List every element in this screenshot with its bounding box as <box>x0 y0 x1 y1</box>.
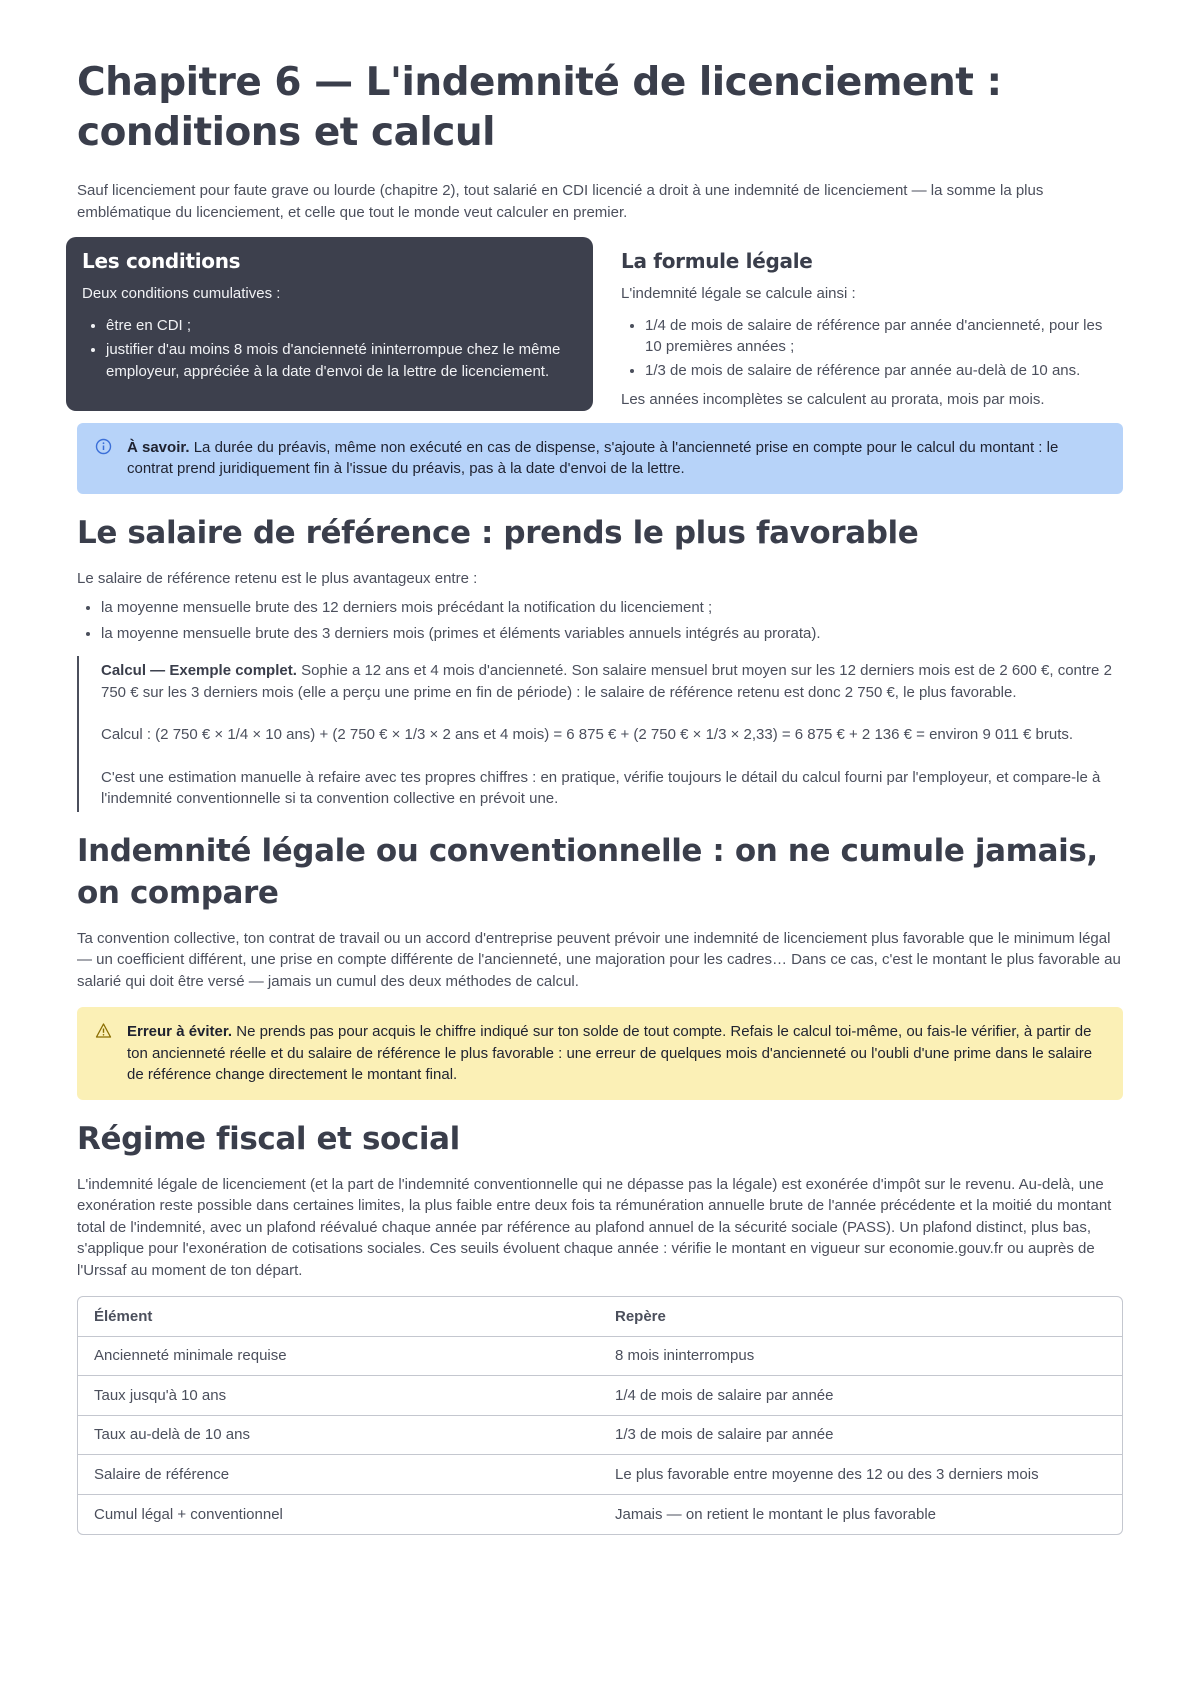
formula-heading: La formule légale <box>621 249 813 273</box>
page-title: Chapitre 6 — L'indemnité de licenciement : conditions et calcul <box>77 60 1002 155</box>
reference-section <box>77 512 1123 812</box>
conditions-lead: Deux conditions cumulatives : <box>82 285 281 302</box>
two-column-block <box>77 237 1123 411</box>
table-row <box>78 1455 1122 1495</box>
reference-list <box>77 597 1123 644</box>
example-quote <box>77 656 1123 812</box>
fiscal-paragraph: L'indemnité légale de licenciement (et la part de l'indemnité conventionnelle qui ne dépasse pas la légale) est exonérée d'impôt sur le revenu. Au-delà, une exonération reste possible dans certaines limites, la plus faible entre deux fois ta rémunération annuelle brute de l'année précédente et la moitié du montant total de l'indemnité, avec un plafond réévalué chaque année par référence au plafond annuel de la sécurité sociale (PASS). Un plafond distinct, plus bas, s'applique pour l'exonération de cotisations sociales. Ces seuils évoluent chaque année : vérifie le montant en vigueur sur economie.gouv.fr ou auprès de l'Urssaf au moment de ton départ. <box>77 1175 1112 1279</box>
table-cell: Taux jusqu'à 10 ans <box>78 1376 599 1416</box>
info-callout-text <box>127 437 1105 480</box>
summary-table <box>77 1296 1123 1535</box>
conditions-heading: Les conditions <box>82 249 241 273</box>
table-header-cell: Repère <box>599 1297 1122 1337</box>
conditions-card <box>66 237 593 411</box>
table-cell: 1/3 de mois de salaire par année <box>599 1416 1122 1456</box>
table-row <box>78 1416 1122 1456</box>
table-cell: Cumul légal + conventionnel <box>94 1505 283 1523</box>
info-icon <box>95 437 113 480</box>
list-item: • 1/4 de mois de salaire de référence par année d'ancienneté, pour les 10 premières années ; <box>645 315 1123 358</box>
warning-callout <box>77 1007 1123 1100</box>
example-label: Calcul — Exemple complet. <box>101 662 297 679</box>
formula-note: Les années incomplètes se calculent au prorata, mois par mois. <box>621 391 1045 408</box>
table-cell: 1/4 de mois de salaire par année <box>599 1376 1122 1416</box>
formula-lead: L'indemnité légale se calcule ainsi : <box>621 285 856 302</box>
list-item: • justifier d'au moins 8 mois d'ancienneté ininterrompue chez le même employeur, appréciée à la date d'envoi de la lettre de licenciement. <box>106 339 577 382</box>
table-row <box>78 1337 1122 1377</box>
formula-card <box>621 237 1123 411</box>
table-cell: Salaire de référence <box>78 1455 599 1495</box>
example-note: C'est une estimation manuelle à refaire avec tes propres chiffres : en pratique, vérifie toujours le détail du calcul fourni par l'employeur, et compare-le à l'indemnité conventionnelle si ta convention collective en prévoit une. <box>101 768 1101 807</box>
info-callout-label: À savoir. <box>127 438 190 456</box>
table-cell: 8 mois ininterrompus <box>599 1337 1122 1377</box>
table-cell: Le plus favorable entre moyenne des 12 ou des 3 derniers mois <box>599 1455 1122 1495</box>
table-row <box>78 1495 1122 1535</box>
compare-paragraph: Ta convention collective, ton contrat de travail ou un accord d'entreprise peuvent prévoir une indemnité de licenciement plus favorable que le minimum légal — un coefficient différent, une prise en compte différente de l'ancienneté, une majoration pour les cadres… Dans ce cas, c'est le montant le plus favorable au salarié qui doit être versé — jamais un cumul des deux méthodes de calcul. <box>77 929 1121 990</box>
list-item: • la moyenne mensuelle brute des 3 derniers mois (primes et éléments variables annuels intégrés au prorata). <box>101 623 1123 645</box>
warning-icon <box>95 1021 113 1086</box>
reference-heading: Le salaire de référence : prends le plus favorable <box>77 514 919 551</box>
example-calc: Calcul : (2 750 € × 1/4 × 10 ans) + (2 750 € × 1/3 × 2 ans et 4 mois) = 6 875 € + (2 750 € × 1/3 × 2,33) = 6 875 € + 2 136 € = environ 9 011 € bruts. <box>101 726 1074 743</box>
table-header-row <box>78 1297 1122 1337</box>
warning-callout-label: Erreur à éviter. <box>127 1023 233 1040</box>
table-row <box>78 1376 1122 1416</box>
document-page <box>77 58 1123 1535</box>
table-cell: Jamais — on retient le montant le plus favorable <box>615 1505 936 1523</box>
list-item: • 1/3 de mois de salaire de référence par année au-delà de 10 ans. <box>645 360 1123 382</box>
example-paragraph <box>101 660 1123 703</box>
list-item: • être en CDI ; <box>106 315 577 337</box>
table-header-cell: Élément <box>78 1297 599 1337</box>
table-cell: Taux au-delà de 10 ans <box>78 1416 599 1456</box>
reference-lead: Le salaire de référence retenu est le plus avantageux entre : <box>77 569 478 587</box>
conditions-list <box>82 315 577 383</box>
warning-callout-body: Ne prends pas pour acquis le chiffre indiqué sur ton solde de tout compte. Refais le calcul toi-même, ou fais-le vérifier, à partir de ton ancienneté réelle et du salaire de référence le plus favorable : une erreur de quelques mois d'ancienneté ou l'oubli d'une prime dans le salaire de référence change directement le montant final. <box>127 1023 1093 1083</box>
info-callout <box>77 423 1123 494</box>
list-item: • la moyenne mensuelle brute des 12 derniers mois précédant la notification du licenciement ; <box>101 597 1123 619</box>
intro-paragraph: Sauf licenciement pour faute grave ou lourde (chapitre 2), tout salarié en CDI licencié a droit à une indemnité de licenciement — la somme la plus emblématique du licenciement, et celle que tout le monde veut calculer en premier. <box>77 182 1044 221</box>
table-cell: Ancienneté minimale requise <box>78 1337 599 1377</box>
warning-callout-text <box>127 1021 1105 1086</box>
info-callout-body: La durée du préavis, même non exécuté en cas de dispense, s'ajoute à l'ancienneté prise en compte pour le calcul du montant : le contrat prend juridiquement fin à l'issue du préavis, pas à la date d'envoi de la lettre. <box>127 438 1059 477</box>
compare-heading: Indemnité légale ou conventionnelle : on ne cumule jamais, on compare <box>77 832 1098 911</box>
fiscal-section <box>77 1118 1123 1282</box>
formula-list <box>621 315 1123 382</box>
example-body: Sophie a 12 ans et 4 mois d'ancienneté. Son salaire mensuel brut moyen sur les 12 derniers mois est de 2 600 €, contre 2 750 € sur les 3 derniers mois (elle a perçu une prime en fin de période) : le salaire de référence retenu est donc 2 750 €, le plus favorable. <box>101 662 1112 701</box>
compare-section <box>77 830 1123 993</box>
fiscal-heading: Régime fiscal et social <box>77 1120 460 1157</box>
